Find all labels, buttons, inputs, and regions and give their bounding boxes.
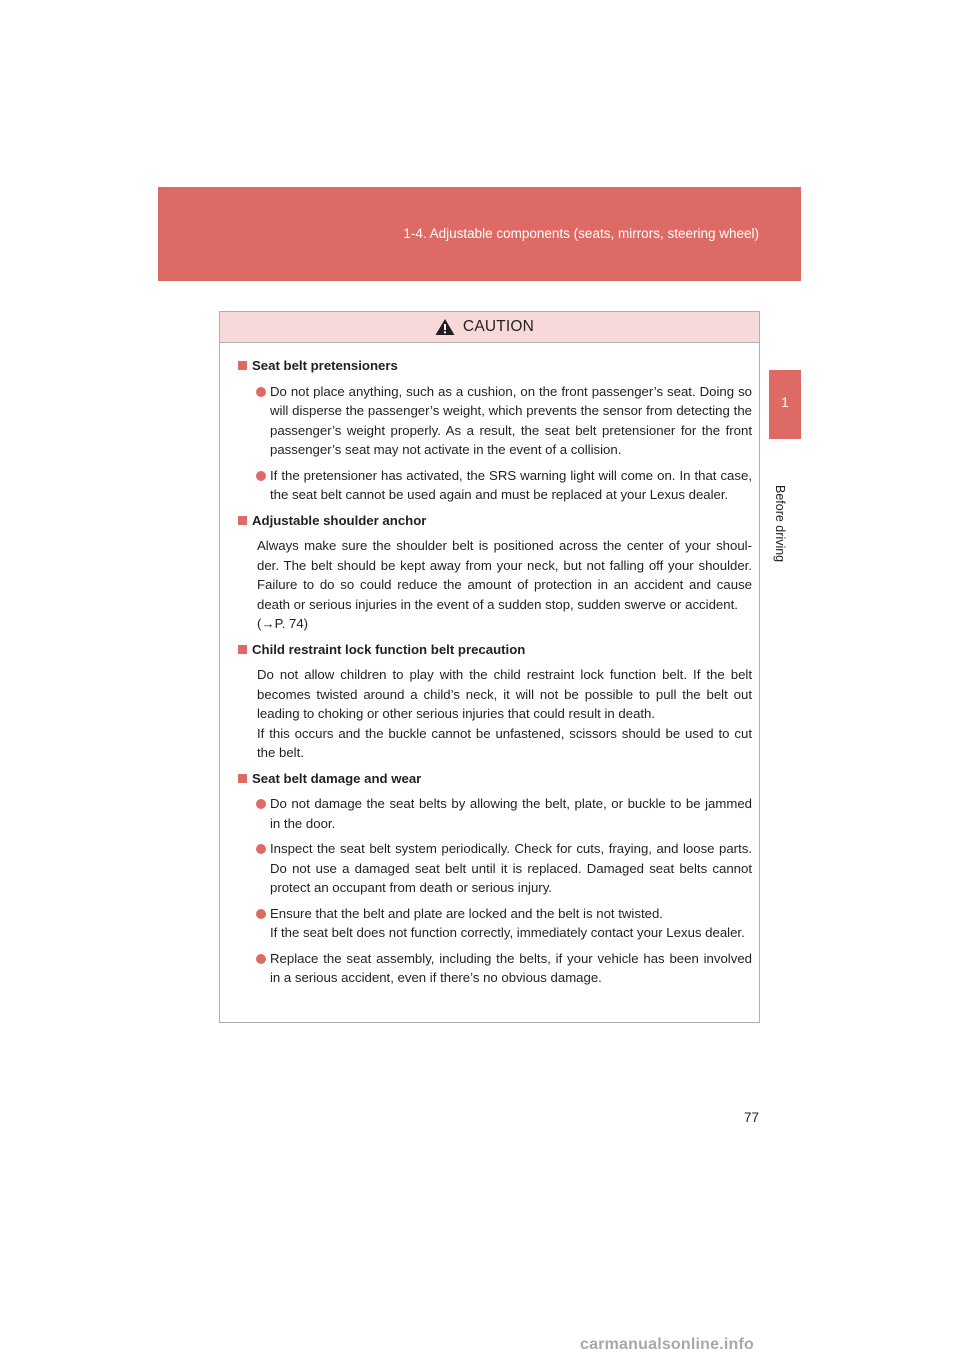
bullet-icon (256, 844, 266, 854)
list-item (238, 839, 752, 898)
bullet-icon (256, 387, 266, 397)
paragraph-text: Always make sure the shoulder belt is positioned across the center of your shoul-der. The belt should be kept away from your neck, but not falling off your shoulder. Failure to do so could reduce the amount of protection in an accident and cause death or serious injuries in the event of a sudden stop, sudden swerve or accident. (257, 538, 752, 612)
list-item-text: Ensure that the belt and plate are locked and the belt is not twisted. (270, 905, 663, 921)
caution-body (220, 343, 759, 988)
paragraph (238, 665, 752, 763)
bullet-icon (256, 799, 266, 809)
bullet-icon (256, 471, 266, 481)
list-item-text: Do not damage the seat belts by allowing the belt, plate, or buckle to be jammed in the door. (270, 796, 752, 831)
topic-heading (238, 640, 752, 660)
bullet-icon (256, 954, 266, 964)
section-title: 1-4. Adjustable components (seats, mirrors, steering wheel) (403, 226, 759, 241)
header-band (158, 187, 801, 281)
topic-heading-text: Adjustable shoulder anchor (252, 512, 427, 528)
topic-heading-text: Seat belt damage and wear (252, 770, 422, 786)
topic-heading (238, 356, 752, 376)
caution-header (220, 312, 759, 343)
chapter-tab (769, 370, 801, 439)
chapter-number: 1 (781, 394, 789, 410)
list-item-text: If the seat belt does not function correctly, immediately contact your Lexus dealer. (270, 925, 745, 940)
paragraph-text: If this occurs and the buckle cannot be unfastened, scissors should be used to cut the belt. (257, 725, 752, 760)
list-item-text: Inspect the seat belt system periodically. Check for cuts, fraying, and loose parts. Do not use a damaged seat belt until it is replaced. Damaged seat belts cannot protect an occupant from death or serious injury. (270, 841, 752, 895)
square-bullet-icon (238, 516, 247, 525)
list-item-text: Do not place anything, such as a cushion, on the front passenger’s seat. Doing so will disperse the passenger’s weight, which prevents the sensor from detecting the passenger’s weight properly. As a result, the seat belt pretensioner for the front passenger’s seat may not activate in the event of a collision. (270, 383, 752, 457)
list-item (238, 904, 752, 943)
bullet-icon (256, 909, 266, 919)
list-item (238, 794, 752, 833)
square-bullet-icon (238, 361, 247, 370)
page-number: 77 (743, 1110, 759, 1125)
list-item-text: If the pretensioner has activated, the SRS warning light will come on. In that case, the seat belt cannot be used again and must be replaced at your Lexus dealer. (270, 467, 752, 502)
topic-heading (238, 769, 752, 789)
page-reference-link[interactable]: (→P. 74) (257, 616, 309, 631)
square-bullet-icon (238, 774, 247, 783)
chapter-label-text: Before driving (773, 485, 787, 563)
warning-triangle-icon (435, 318, 455, 336)
paragraph (238, 536, 752, 634)
list-item (238, 949, 752, 988)
paragraph-text: Do not allow children to play with the child restraint lock function belt. If the belt becomes twisted around a child’s neck, it will not be possible to pull the belt out leading to choking or other serious injuries that could result in death. (257, 667, 752, 721)
topic-heading-text: Child restraint lock function belt precaution (252, 641, 526, 657)
square-bullet-icon (238, 645, 247, 654)
list-item (238, 382, 752, 460)
list-item-text: Replace the seat assembly, including the belts, if your vehicle has been involved in a serious accident, even if there’s no obvious damage. (270, 950, 752, 985)
topic-heading-text: Seat belt pretensioners (252, 358, 398, 373)
watermark: carmanualsonline.info (580, 1336, 755, 1353)
topic-heading (238, 511, 752, 531)
list-item (238, 466, 752, 505)
caution-title: CAUTION (462, 318, 535, 335)
caution-box (219, 311, 760, 1023)
